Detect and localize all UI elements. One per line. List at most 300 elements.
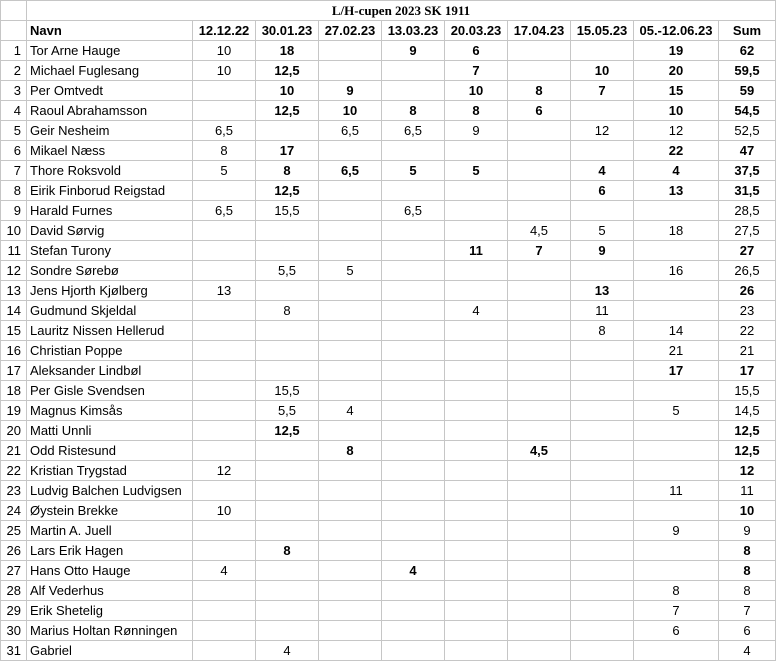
score-cell	[193, 541, 256, 561]
score-cell	[319, 521, 382, 541]
score-cell	[445, 441, 508, 461]
score-cell	[193, 321, 256, 341]
table-row	[1, 261, 776, 281]
score-cell: 12	[571, 121, 634, 141]
score-cell	[445, 281, 508, 301]
score-cell	[319, 461, 382, 481]
score-cell	[634, 281, 719, 301]
score-cell	[256, 501, 319, 521]
score-cell	[382, 141, 445, 161]
player-name: Eirik Finborud Reigstad	[27, 181, 193, 201]
rank-cell: 21	[1, 441, 27, 461]
score-cell	[256, 441, 319, 461]
score-cell	[256, 581, 319, 601]
score-cell: 6	[634, 621, 719, 641]
player-name: Martin A. Juell	[27, 521, 193, 541]
table-row	[1, 61, 776, 81]
score-cell	[319, 201, 382, 221]
table-row	[1, 641, 776, 661]
rank-cell: 7	[1, 161, 27, 181]
sum-cell: 8	[719, 561, 776, 581]
score-cell	[508, 121, 571, 141]
score-cell: 8	[256, 301, 319, 321]
score-cell	[508, 201, 571, 221]
score-cell: 15,5	[256, 381, 319, 401]
score-cell	[256, 281, 319, 301]
score-cell	[508, 261, 571, 281]
score-cell: 8	[382, 101, 445, 121]
table-row	[1, 181, 776, 201]
score-cell: 13	[193, 281, 256, 301]
score-cell: 14	[634, 321, 719, 341]
score-cell	[445, 181, 508, 201]
score-cell	[382, 401, 445, 421]
score-cell	[319, 641, 382, 661]
score-cell	[256, 561, 319, 581]
sum-cell: 47	[719, 141, 776, 161]
score-cell	[319, 241, 382, 261]
score-cell	[571, 441, 634, 461]
score-cell: 21	[634, 341, 719, 361]
score-cell: 6	[571, 181, 634, 201]
header-date-4: 13.03.23	[382, 21, 445, 41]
table-row	[1, 501, 776, 521]
score-cell	[382, 501, 445, 521]
table-row	[1, 241, 776, 261]
score-cell	[445, 621, 508, 641]
score-cell	[256, 341, 319, 361]
score-cell	[193, 361, 256, 381]
score-cell	[193, 301, 256, 321]
score-cell	[319, 301, 382, 321]
score-cell	[445, 561, 508, 581]
score-cell	[508, 341, 571, 361]
player-name: Thore Roksvold	[27, 161, 193, 181]
header-sum: Sum	[719, 21, 776, 41]
score-cell	[256, 521, 319, 541]
score-cell: 12	[634, 121, 719, 141]
score-cell	[319, 141, 382, 161]
score-cell: 10	[319, 101, 382, 121]
table-row	[1, 301, 776, 321]
sum-cell: 17	[719, 361, 776, 381]
score-cell	[571, 261, 634, 281]
rank-cell: 8	[1, 181, 27, 201]
score-cell	[445, 541, 508, 561]
player-name: Øystein Brekke	[27, 501, 193, 521]
table-row	[1, 121, 776, 141]
score-cell: 9	[382, 41, 445, 61]
score-cell	[634, 441, 719, 461]
score-cell	[571, 561, 634, 581]
score-cell: 10	[445, 81, 508, 101]
sum-cell: 59,5	[719, 61, 776, 81]
player-name: David Sørvig	[27, 221, 193, 241]
table-row	[1, 201, 776, 221]
score-cell	[508, 541, 571, 561]
table-row	[1, 341, 776, 361]
table-row	[1, 581, 776, 601]
score-cell: 8	[256, 541, 319, 561]
score-cell: 16	[634, 261, 719, 281]
score-cell	[193, 601, 256, 621]
player-name: Magnus Kimsås	[27, 401, 193, 421]
score-cell: 6,5	[193, 201, 256, 221]
rank-cell: 23	[1, 481, 27, 501]
score-cell	[382, 221, 445, 241]
score-cell	[382, 81, 445, 101]
score-cell: 5,5	[256, 261, 319, 281]
table-row	[1, 321, 776, 341]
rank-cell: 26	[1, 541, 27, 561]
score-cell	[193, 381, 256, 401]
score-cell: 9	[634, 521, 719, 541]
score-cell	[256, 361, 319, 381]
score-cell	[571, 641, 634, 661]
rank-cell: 10	[1, 221, 27, 241]
score-cell: 12,5	[256, 61, 319, 81]
rank-cell: 22	[1, 461, 27, 481]
table-row	[1, 561, 776, 581]
table-row	[1, 281, 776, 301]
sum-cell: 62	[719, 41, 776, 61]
score-cell: 4,5	[508, 441, 571, 461]
score-cell	[193, 401, 256, 421]
score-cell: 4,5	[508, 221, 571, 241]
sum-cell: 37,5	[719, 161, 776, 181]
table-row	[1, 81, 776, 101]
player-name: Lars Erik Hagen	[27, 541, 193, 561]
score-cell	[571, 341, 634, 361]
rank-cell: 29	[1, 601, 27, 621]
score-cell	[193, 81, 256, 101]
table-row	[1, 621, 776, 641]
score-cell	[571, 421, 634, 441]
score-cell	[508, 481, 571, 501]
score-cell	[193, 621, 256, 641]
score-cell: 5	[445, 161, 508, 181]
score-cell: 19	[634, 41, 719, 61]
score-cell	[571, 361, 634, 381]
score-cell	[634, 561, 719, 581]
table-row	[1, 481, 776, 501]
score-cell	[193, 481, 256, 501]
table-row	[1, 521, 776, 541]
score-cell	[445, 481, 508, 501]
score-cell	[319, 481, 382, 501]
score-cell: 17	[256, 141, 319, 161]
score-cell	[319, 361, 382, 381]
score-cell: 12,5	[256, 181, 319, 201]
header-date-5: 20.03.23	[445, 21, 508, 41]
rank-cell: 4	[1, 101, 27, 121]
score-cell	[319, 321, 382, 341]
score-cell	[445, 501, 508, 521]
sum-cell: 22	[719, 321, 776, 341]
score-cell: 8	[256, 161, 319, 181]
player-name: Christian Poppe	[27, 341, 193, 361]
score-cell	[445, 401, 508, 421]
player-name: Gabriel	[27, 641, 193, 661]
sum-cell: 27	[719, 241, 776, 261]
score-cell: 9	[571, 241, 634, 261]
score-cell	[571, 601, 634, 621]
score-cell: 5	[571, 221, 634, 241]
score-cell	[256, 481, 319, 501]
player-name: Odd Ristesund	[27, 441, 193, 461]
score-cell: 4	[445, 301, 508, 321]
score-cell	[382, 341, 445, 361]
score-cell	[193, 181, 256, 201]
sum-cell: 7	[719, 601, 776, 621]
player-name: Gudmund Skjeldal	[27, 301, 193, 321]
score-cell	[445, 581, 508, 601]
score-cell: 10	[256, 81, 319, 101]
score-cell	[634, 461, 719, 481]
header-date-2: 30.01.23	[256, 21, 319, 41]
score-cell: 6,5	[193, 121, 256, 141]
score-cell	[508, 141, 571, 161]
score-cell	[382, 581, 445, 601]
score-cell: 13	[634, 181, 719, 201]
score-cell: 15	[634, 81, 719, 101]
player-name: Alf Vederhus	[27, 581, 193, 601]
score-cell: 10	[193, 61, 256, 81]
score-cell: 6,5	[382, 121, 445, 141]
sum-cell: 12	[719, 461, 776, 481]
score-cell	[508, 321, 571, 341]
player-name: Marius Holtan Rønningen	[27, 621, 193, 641]
score-cell: 8	[508, 81, 571, 101]
rank-cell: 31	[1, 641, 27, 661]
score-cell	[508, 381, 571, 401]
score-cell	[508, 61, 571, 81]
score-cell	[319, 381, 382, 401]
score-cell	[508, 401, 571, 421]
score-cell	[193, 261, 256, 281]
corner-cell	[1, 1, 27, 21]
sum-cell: 12,5	[719, 421, 776, 441]
score-cell	[634, 241, 719, 261]
header-date-6: 17.04.23	[508, 21, 571, 41]
score-cell	[508, 301, 571, 321]
score-cell	[382, 541, 445, 561]
score-cell	[319, 541, 382, 561]
score-cell	[508, 361, 571, 381]
score-cell	[571, 621, 634, 641]
sum-cell: 59	[719, 81, 776, 101]
score-cell: 6,5	[319, 161, 382, 181]
score-cell: 12,5	[256, 421, 319, 441]
score-cell: 6	[445, 41, 508, 61]
score-cell	[508, 161, 571, 181]
rank-cell: 13	[1, 281, 27, 301]
sum-cell: 9	[719, 521, 776, 541]
score-cell: 8	[634, 581, 719, 601]
score-cell: 4	[571, 161, 634, 181]
player-name: Aleksander Lindbøl	[27, 361, 193, 381]
score-cell	[382, 461, 445, 481]
sum-cell: 28,5	[719, 201, 776, 221]
score-cell	[193, 581, 256, 601]
player-name: Kristian Trygstad	[27, 461, 193, 481]
score-cell: 4	[634, 161, 719, 181]
sum-cell: 54,5	[719, 101, 776, 121]
score-cell	[193, 221, 256, 241]
score-cell	[571, 581, 634, 601]
score-cell: 11	[445, 241, 508, 261]
score-cell: 11	[634, 481, 719, 501]
table-title: L/H-cupen 2023 SK 1911	[27, 1, 776, 21]
rank-cell: 1	[1, 41, 27, 61]
score-cell: 11	[571, 301, 634, 321]
score-cell: 5	[319, 261, 382, 281]
score-cell	[256, 461, 319, 481]
table-row	[1, 221, 776, 241]
rank-cell: 12	[1, 261, 27, 281]
score-cell: 15,5	[256, 201, 319, 221]
score-cell	[382, 621, 445, 641]
score-cell: 7	[445, 61, 508, 81]
score-cell: 6,5	[382, 201, 445, 221]
score-cell	[319, 421, 382, 441]
score-cell	[445, 141, 508, 161]
score-cell	[445, 381, 508, 401]
header-date-7: 15.05.23	[571, 21, 634, 41]
score-cell	[445, 221, 508, 241]
score-cell: 5	[382, 161, 445, 181]
score-cell: 9	[445, 121, 508, 141]
score-cell: 10	[634, 101, 719, 121]
score-cell	[571, 541, 634, 561]
score-cell	[319, 561, 382, 581]
score-cell: 4	[256, 641, 319, 661]
score-cell	[634, 501, 719, 521]
score-cell	[508, 421, 571, 441]
table-row	[1, 361, 776, 381]
table-row	[1, 41, 776, 61]
score-cell	[634, 301, 719, 321]
score-cell: 10	[193, 41, 256, 61]
score-cell	[256, 241, 319, 261]
sum-cell: 15,5	[719, 381, 776, 401]
rank-cell: 9	[1, 201, 27, 221]
score-cell	[634, 201, 719, 221]
score-cell: 12,5	[256, 101, 319, 121]
score-cell: 6	[508, 101, 571, 121]
header-row	[1, 21, 776, 41]
rank-cell: 16	[1, 341, 27, 361]
table-row	[1, 461, 776, 481]
score-cell	[571, 41, 634, 61]
score-cell	[571, 501, 634, 521]
score-cell	[445, 261, 508, 281]
score-cell	[445, 461, 508, 481]
rank-cell: 11	[1, 241, 27, 261]
score-cell	[445, 361, 508, 381]
score-cell	[508, 601, 571, 621]
score-cell	[445, 421, 508, 441]
score-cell	[382, 481, 445, 501]
player-name: Per Omtvedt	[27, 81, 193, 101]
table-row	[1, 101, 776, 121]
score-cell	[571, 461, 634, 481]
sum-cell: 21	[719, 341, 776, 361]
score-cell	[382, 641, 445, 661]
rank-cell: 18	[1, 381, 27, 401]
player-name: Per Gisle Svendsen	[27, 381, 193, 401]
score-cell	[256, 621, 319, 641]
score-cell	[319, 341, 382, 361]
score-cell	[382, 421, 445, 441]
table-row	[1, 441, 776, 461]
rank-cell: 6	[1, 141, 27, 161]
score-cell	[256, 221, 319, 241]
player-name: Sondre Sørebø	[27, 261, 193, 281]
sum-cell: 52,5	[719, 121, 776, 141]
rank-cell: 28	[1, 581, 27, 601]
sum-cell: 27,5	[719, 221, 776, 241]
score-cell	[571, 201, 634, 221]
player-name: Geir Nesheim	[27, 121, 193, 141]
sum-cell: 6	[719, 621, 776, 641]
player-name: Raoul Abrahamsson	[27, 101, 193, 121]
score-cell: 22	[634, 141, 719, 161]
score-cell	[508, 561, 571, 581]
score-cell	[193, 341, 256, 361]
sum-cell: 11	[719, 481, 776, 501]
score-cell: 5,5	[256, 401, 319, 421]
score-cell	[634, 541, 719, 561]
score-cell: 4	[193, 561, 256, 581]
sum-cell: 23	[719, 301, 776, 321]
score-cell: 10	[571, 61, 634, 81]
score-cell: 8	[319, 441, 382, 461]
score-cell: 7	[508, 241, 571, 261]
score-cell	[382, 601, 445, 621]
player-name: Matti Unnli	[27, 421, 193, 441]
score-cell	[319, 621, 382, 641]
score-cell	[319, 181, 382, 201]
score-cell	[571, 141, 634, 161]
rank-cell: 5	[1, 121, 27, 141]
player-name: Tor Arne Hauge	[27, 41, 193, 61]
score-cell	[319, 501, 382, 521]
rank-cell: 25	[1, 521, 27, 541]
score-cell	[445, 201, 508, 221]
score-cell: 4	[319, 401, 382, 421]
score-cell	[508, 281, 571, 301]
score-cell	[382, 321, 445, 341]
player-name: Stefan Turony	[27, 241, 193, 261]
score-cell: 13	[571, 281, 634, 301]
score-cell: 5	[634, 401, 719, 421]
score-cell	[193, 101, 256, 121]
score-cell: 18	[634, 221, 719, 241]
rank-cell: 14	[1, 301, 27, 321]
table-row	[1, 401, 776, 421]
header-navn: Navn	[27, 21, 193, 41]
rank-cell: 3	[1, 81, 27, 101]
score-cell	[445, 341, 508, 361]
sum-cell: 8	[719, 541, 776, 561]
score-cell	[382, 441, 445, 461]
score-cell: 10	[193, 501, 256, 521]
score-cell	[256, 121, 319, 141]
score-cell	[571, 101, 634, 121]
score-cell	[634, 641, 719, 661]
sum-cell: 26	[719, 281, 776, 301]
